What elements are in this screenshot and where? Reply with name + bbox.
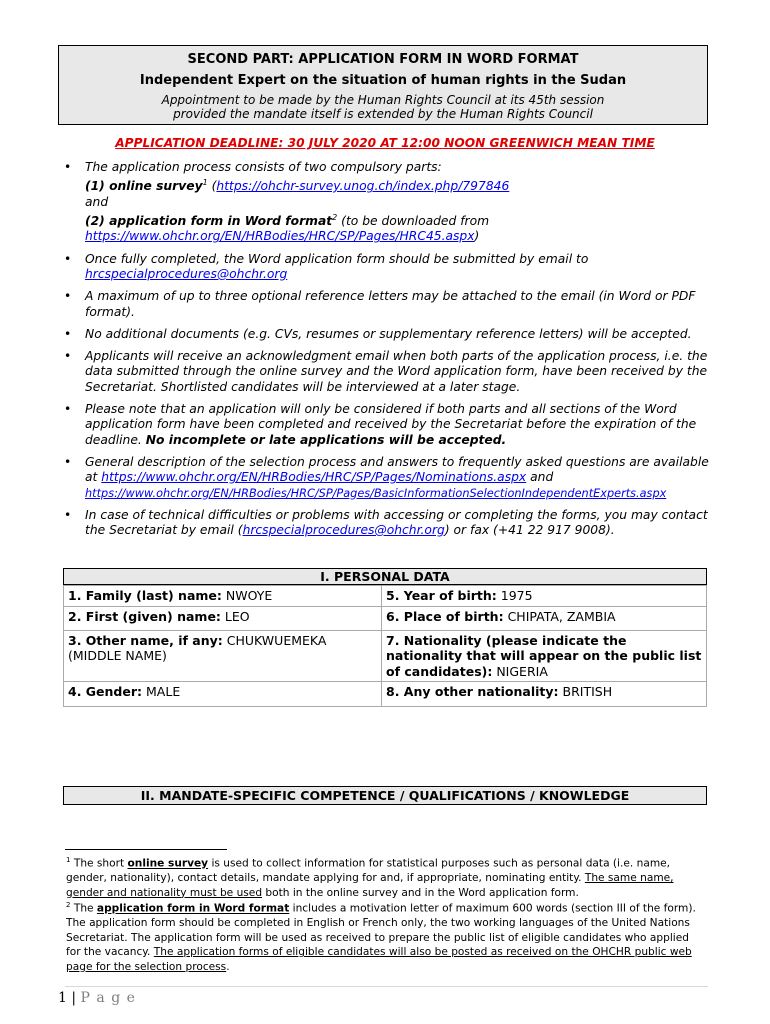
family-name-cell: 1. Family (last) name: NWOYE xyxy=(64,586,382,607)
bullet-icon: • xyxy=(64,507,72,522)
nominations-link[interactable]: https://www.ohchr.org/EN/HRBodies/HRC/SP/Pages/Nominations.aspx xyxy=(101,470,527,485)
bullet-icon: • xyxy=(64,349,72,364)
page-number: 1 | P a g e xyxy=(58,990,136,1006)
bullet-icon: • xyxy=(64,289,72,304)
form-download-link[interactable]: https://www.ohchr.org/EN/HRBodies/HRC/SP/Pages/HRC45.aspx xyxy=(85,229,475,244)
mandate-title: Independent Expert on the situation of human rights in the Sudan xyxy=(139,73,627,88)
list-item: • The application process consists of two compulsory parts: (1) online survey$^1$ (https://ohchr-survey.unog.ch/index.php/797846 and (2) application form in Word format$^2$ (to be downloaded from https://www.ohchr.org/EN/HRBodies/HRC/SP/Pages/HRC45.aspx) xyxy=(64,160,510,244)
bullet-icon: • xyxy=(64,326,72,341)
personal-data-heading: I. PERSONAL DATA xyxy=(63,568,707,585)
footnote-1: $^1$ The short online survey is used to collect information for statistical purposes such as personal data (i.e. name, gender, nationality), contact details, mandate applying for and, if appropriate, nominating entity. The same name, gender and nationality must be used both in the online survey and in the Word application form. xyxy=(66,856,674,899)
bullet-icon: • xyxy=(64,454,72,469)
form-title: SECOND PART: APPLICATION FORM IN WORD FORMAT xyxy=(187,52,579,67)
footer-divider xyxy=(65,986,708,987)
basic-info-link[interactable]: https://www.ohchr.org/EN/HRBodies/HRC/SP/Pages/BasicInformationSelectionIndependentExperts.aspx xyxy=(85,486,667,500)
appointment-note: Appointment to be made by the Human Rights Council at its 45th session provided the mandate itself is extended by the Human Rights Council xyxy=(161,93,605,121)
contact-email-link[interactable]: hrcspecialprocedures@ohchr.org xyxy=(242,523,445,538)
list-item: • A maximum of up to three optional reference letters may be attached to the email (in Word or PDF format). xyxy=(64,289,696,319)
birth-year-cell: 5. Year of birth: 1975 xyxy=(382,586,707,607)
list-item: • Applicants will receive an acknowledgment email when both parts of the application process, i.e. the data submitted through the online survey and the Word application form, have been received by the Secretariat. Shortlisted candidates will be interviewed at a later stage. xyxy=(64,349,708,394)
footnote-divider xyxy=(65,849,227,850)
header-box xyxy=(58,45,708,125)
list-item: • General description of the selection process and answers to frequently asked questions are available at https://www.ohchr.org/EN/HRBodies/HRC/SP/Pages/Nominations.aspx and https://www.ohchr.org/EN/HRBodies/HRC/SP/Pages/BasicInformationSelectionIndependentExperts.aspx xyxy=(64,454,709,500)
competence-heading: II. MANDATE-SPECIFIC COMPETENCE / QUALIFICATIONS / KNOWLEDGE xyxy=(63,786,707,805)
table-row xyxy=(64,630,707,682)
application-deadline: APPLICATION DEADLINE: 30 JULY 2020 AT 12:00 NOON GREENWICH MEAN TIME xyxy=(115,136,655,150)
email-link[interactable]: hrcspecialprocedures@ohchr.org xyxy=(85,266,288,281)
survey-link[interactable]: https://ohchr-survey.unog.ch/index.php/797846 xyxy=(216,179,510,194)
bullet-icon: • xyxy=(64,160,72,174)
table-row xyxy=(64,586,707,607)
personal-data-table xyxy=(63,585,707,707)
table-row xyxy=(64,606,707,630)
list-item: • Once fully completed, the Word application form should be submitted by email to hrcspecialprocedures@ohchr.org xyxy=(64,251,589,281)
other-name-cell: 3. Other name, if any: CHUKWUEMEKA (MIDDLE NAME) xyxy=(64,630,382,682)
list-item: • In case of technical difficulties or problems with accessing or completing the forms, you may contact the Secretariat by email (hrcspecialprocedures@ohchr.org) or fax (+41 22 917 9008). xyxy=(64,507,708,538)
gender-cell: 4. Gender: MALE xyxy=(64,682,382,707)
bullet-icon: • xyxy=(64,402,72,417)
birth-place-cell: 6. Place of birth: CHIPATA, ZAMBIA xyxy=(382,606,707,630)
first-name-cell: 2. First (given) name: LEO xyxy=(64,606,382,630)
footnote-2: $^2$ The application form in Word format includes a motivation letter of maximum 600 words (section III of the form). The application form should be completed in English or French only, the two working languages of the United Nations Secretariat. The application form will be used as received to prepare the public list of eligible candidates who applied for the vacancy. The application forms of eligible candidates will also be posted as received on the OHCHR public web page for the selection process. xyxy=(66,901,696,973)
nationality-cell: 7. Nationality (please indicate the nationality that will appear on the public list of candidates): NIGERIA xyxy=(382,630,707,682)
list-item: • No additional documents (e.g. CVs, resumes or supplementary reference letters) will be accepted. xyxy=(64,326,692,341)
other-nationality-cell: 8. Any other nationality: BRITISH xyxy=(382,682,707,707)
instructions-list xyxy=(64,160,712,545)
bullet-icon: • xyxy=(64,251,72,266)
list-item: • Please note that an application will only be considered if both parts and all sections of the Word application form have been completed and received by the Secretariat before the expiration of the deadline. No incomplete or late applications will be accepted. xyxy=(64,402,697,447)
table-row xyxy=(64,682,707,707)
